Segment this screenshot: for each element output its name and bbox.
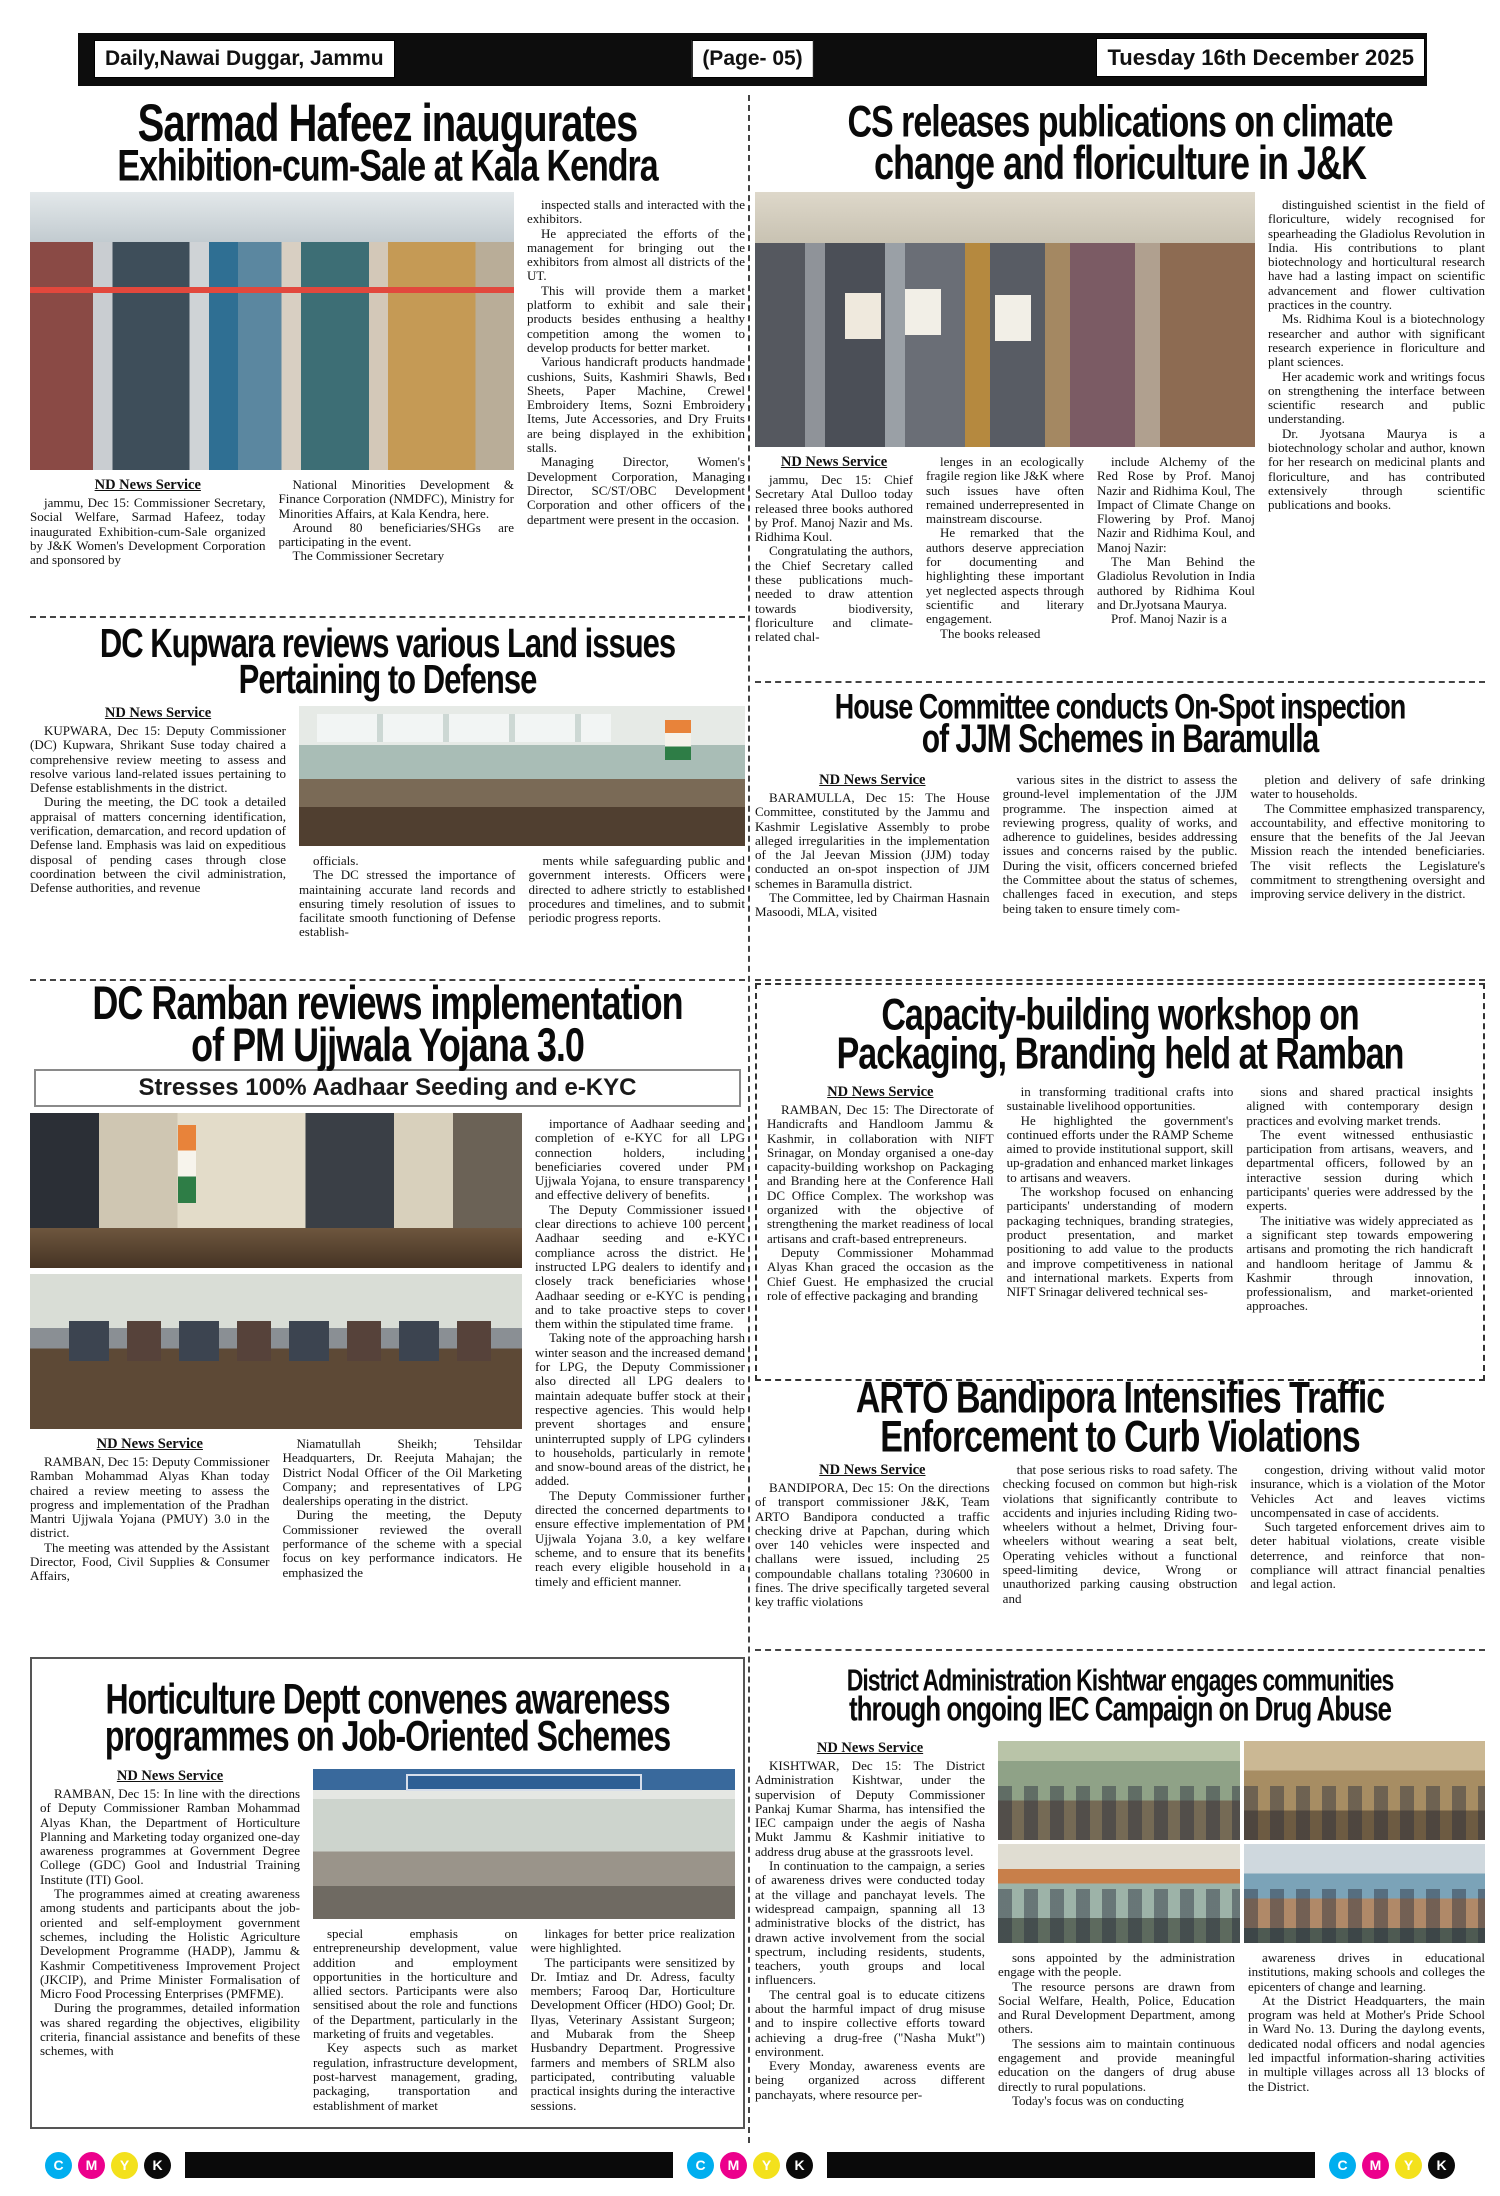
photo-officials-meeting-table <box>30 1274 522 1429</box>
paragraph: Her academic work and writings focus on strengthening the interface between scientific research and public understanding. <box>1268 368 1485 427</box>
article-sarmad-hafeez-exhibition <box>30 95 745 618</box>
article-column <box>1246 1085 1473 1314</box>
article-kishtwar-iec-campaign <box>755 1651 1485 2129</box>
paragraph: RAMBAN, Dec 15: In line with the directions of Deputy Commissioner Ramban Mohammad Alyas Khan, the Department of Horticulture Planning and Marketing today organized one-day awareness programmes at Government Degree College (GDC) Gool and Industrial Training Institute (ITI) Gool. <box>40 1785 300 1887</box>
column-divider <box>748 95 750 2143</box>
paragraph: pletion and delivery of safe drinking water to households. <box>1250 773 1485 802</box>
paragraph: Congratulating the authors, the Chief Secretary called these publications much-needed to draw attention towards biodiversity, floriculture and climate-related chal- <box>755 543 913 645</box>
article-headline <box>30 618 745 706</box>
headline-line-1: CS releases publications on climate <box>847 96 1393 147</box>
paragraph: The books released <box>940 625 1041 641</box>
article-column <box>279 478 515 567</box>
paragraph: The Committee, led by Chairman Hasnain Masoodi, MLA, visited <box>755 890 990 920</box>
paragraph: Every Monday, awareness events are being organized across different panchayats, where resource per- <box>755 2058 985 2102</box>
photo-awareness-camp-classroom <box>313 1769 735 1919</box>
cyan-registration-mark: C <box>687 2152 714 2179</box>
paragraph: Today's focus was on conducting <box>1012 2092 1184 2108</box>
byline: ND News Service <box>819 1463 926 1478</box>
paragraph: BARAMULLA, Dec 15: The House Committee, constituted by the Jammu and Kashmir Legislative Assembly to probe alleged irregularities in the implementation of the Jal Jeevan Mission (JJM) today conducted an on-spot inspection of JJM schemes in Baramulla district. <box>755 789 990 891</box>
headline-line-2: Pertaining to Defense <box>238 656 537 703</box>
paragraph: Ms. Ridhima Koul is a biotechnology researcher and author with significant research experience in floriculture and plant sciences. <box>1268 311 1485 370</box>
photo-awareness-drive-village <box>998 1741 1240 1840</box>
paragraph: The Committee emphasized transparency, accountability, and effective monitoring to ensure that the benefits of the Jal Jeevan Mission reach the intended beneficiaries. The visit reflects the Legislature's commitment to strengthening oversight and improving service delivery in the district. <box>1250 800 1485 902</box>
photo-awareness-drive-street <box>1244 1741 1486 1840</box>
photo-review-meeting <box>299 706 745 846</box>
article-column <box>1250 773 1485 920</box>
date-label: Tuesday 16th December 2025 <box>1096 38 1425 77</box>
article-column <box>531 1927 736 2113</box>
paragraph: This will provide them a market platform to exhibit and sale their products besides enthusing a healthy competition among the women to develop products for better market. <box>527 282 745 355</box>
headline-line-1: DC Kupwara reviews various Land issues <box>99 620 676 667</box>
article-headline <box>30 95 745 192</box>
paragraph: The resource persons are drawn from Social Welfare, Health, Police, Education and Rural Development Department, among others. <box>998 1978 1235 2037</box>
article-dc-ramban-ujjwala-yojana <box>30 981 745 1651</box>
paragraph: During the meeting, the DC took a detailed appraisal of matters concerning identification, verification, demarcation, and record updation of Defense land. Emphasis was laid on expeditious disposal of pending cases through close coordination between the civil administration, Defense authorities, and revenue <box>30 794 286 896</box>
paragraph: various sites in the district to assess the ground-level implementation of the JJM programme. The inspection aimed at reviewing progress, quality of works, and adherence to guidelines, besides addressing issues and concerns raised by the public. During the visit, officers concerned briefed the Committee about the status of schemes, challenges faced in execution, and steps being taken to ensure timely com- <box>1002 773 1238 916</box>
paragraph: ments while safeguarding public and government interests. Officers were directed to adhere strictly to established procedures and timelines, and to submit periodic progress reports. <box>528 854 745 926</box>
headline-line-2: of JJM Schemes in Baramulla <box>921 717 1319 761</box>
paragraph: Around 80 beneficiaries/SHGs are participating in the event. <box>278 519 514 550</box>
paragraph: sons appointed by the administration engage with the people. <box>998 1951 1235 1980</box>
paragraph: inspected stalls and interacted with the exhibitors. <box>527 198 745 227</box>
paragraph: The Commissioner Secretary <box>292 548 445 564</box>
article-headline <box>755 683 1485 765</box>
print-registration-footer <box>45 2148 1455 2182</box>
magenta-registration-mark: M <box>78 2152 105 2179</box>
article-column <box>767 1085 994 1314</box>
article-headline <box>30 981 745 1072</box>
paragraph: linkages for better price realization were highlighted. <box>530 1927 735 1956</box>
byline: ND News Service <box>96 1437 203 1452</box>
black-registration-mark: K <box>1428 2152 1455 2179</box>
article-column <box>529 854 746 940</box>
paragraph: KISHTWAR, Dec 15: The District Administration Kishtwar, under the supervision of Deputy Commissioner Pankaj Kumar Sharma, has intensified the IEC campaign under the aegis of Nasha Mukt Jammu & Kashmir initiative to address drug abuse at the grassroots level. <box>755 1757 985 1859</box>
headline-line-1: District Administration Kishtwar engages communities <box>846 1662 1394 1697</box>
paragraph: RAMBAN, Dec 15: Deputy Commissioner Ramban Mohammad Alyas Khan today chaired a review meeting to assess the progress and implementation of the Pradhan Mantri Ujjwala Yojana (PMUY) 3.0 in the district. <box>30 1453 270 1541</box>
paragraph: The workshop focused on enhancing participants' understanding of modern packaging techniques, branding strategies, product presentation, and market positioning to add value to the products and improve competitiveness in national and international markets. Experts from NIFT Srinagar delivered technical ses- <box>1006 1184 1234 1300</box>
article-subhead: Stresses 100% Aadhaar Seeding and e-KYC <box>34 1069 741 1107</box>
registration-bar <box>827 2152 1315 2178</box>
masthead-title: Daily,Nawai Duggar, Jammu <box>94 40 395 78</box>
article-arto-bandipora-traffic <box>755 1381 1485 1651</box>
article-headline <box>755 1381 1485 1462</box>
headline-line-1: House Committee conducts On-Spot inspection <box>834 686 1406 727</box>
paragraph: The event witnessed enthusiastic participation from artisans, weavers, and departmental officers, followed by an interactive session during which participants' queries were addressed by the experts. <box>1246 1126 1474 1214</box>
photo-book-release-group <box>755 192 1255 447</box>
article-column <box>755 1463 990 1610</box>
paragraph: Deputy Commissioner Mohammad Alyas Khan graced the occasion as the Chief Guest. He emphasized the crucial role of effective packaging and branding <box>767 1244 994 1303</box>
headline-line-2: Enforcement to Curb Violations <box>880 1411 1360 1462</box>
paragraph: Prof. Manoj Nazir is a <box>1111 611 1227 627</box>
article-headline <box>755 1651 1485 1741</box>
paragraph: The Man Behind the Gladiolus Revolution in India authored by Ridhima Koul and Dr.Jyotsana Maurya. <box>1097 554 1255 612</box>
paragraph: The DC stressed the importance of maintaining accurate land records and ensuring timely resolution of issues to facilitate smooth functioning of Defense establish- <box>299 867 516 940</box>
paragraph: The central goal is to educate citizens about the harmful impact of drug misuse and to inspire collective efforts toward achieving a drug-free ("Nasha Mukt") environment. <box>755 1986 985 2059</box>
photo-awareness-drive-camp <box>1244 1844 1486 1943</box>
cyan-registration-mark: C <box>1329 2152 1356 2179</box>
article-headline <box>767 989 1473 1079</box>
article-column <box>527 198 745 567</box>
article-column <box>998 1951 1235 2108</box>
article-horticulture-awareness <box>30 1657 745 2129</box>
photo-dc-office-meeting <box>30 1113 522 1268</box>
article-column <box>755 455 913 645</box>
paragraph: Various handicraft products handmade cushions, Suits, Kashmiri Shawls, Bed Sheets, Paper Machine, Crewel Embroidery Items, Sozni Embroidery Items, Jute Accessories, and Dry Fruits are being displayed in the exhibition stalls. <box>527 354 745 456</box>
photo-collage-drug-awareness-drives <box>998 1741 1485 1943</box>
article-headline <box>40 1667 735 1769</box>
paragraph: KUPWARA, Dec 15: Deputy Commissioner (DC) Kupwara, Shrikant Suse today chaired a comprehensive review meeting to assess and resolve various land-related issues pertaining to Defense establishments in the district. <box>30 722 286 796</box>
article-column <box>1003 1463 1238 1610</box>
article-column <box>1250 1463 1485 1610</box>
headline-line-2: Exhibition-cum-Sale at Kala Kendra <box>117 140 658 191</box>
paragraph: include Alchemy of the Red Rose by Prof. Manoj Nazir and Ridhima Koul, The Impact of Climate Change on Flowering by Prof. Manoj Nazir and Ridhima Koul, and Manoj Nazir: <box>1097 455 1255 555</box>
photo-ribbon-cutting-ceremony <box>30 192 514 470</box>
paragraph: He remarked that the authors deserve appreciation for documenting and highlighting these important yet neglected aspects through scientific and literary engagement. <box>926 525 1084 627</box>
paragraph: officials. <box>313 854 359 868</box>
byline: ND News Service <box>780 455 888 470</box>
paragraph: Such targeted enforcement drives aim to deter habitual violations, create visible deterrence, and reinforce that non-compliance will attract financial penalties and legal action. <box>1250 1519 1485 1592</box>
byline: ND News Service <box>816 1741 924 1756</box>
article-column <box>535 1117 745 1589</box>
paragraph: in transforming traditional crafts into sustainable livelihood opportunities. <box>1006 1085 1234 1114</box>
paragraph: RAMBAN, Dec 15: The Directorate of Handicrafts and Handloom Jammu & Kashmir, in collaboration with NIFT Srinagar, on Monday organised a one-day capacity-building workshop on Packaging and Branding here at the Conference Hall DC Office Complex. The workshop was organized with the objective of strengthening the market readiness of local artisans and craft-based entrepreneurs. <box>767 1101 994 1246</box>
left-page-column <box>30 95 745 2129</box>
paragraph: jammu, Dec 15: Chief Secretary Atal Dulloo today released three books authored by Prof. Manoj Nazir and Ms. Ridhima Koul. <box>755 471 913 545</box>
paragraph: During the programmes, detailed information was shared regarding the objectives, eligibility criteria, financial assistance and benefits of these schemes, with <box>40 2000 300 2059</box>
article-column <box>755 1741 985 2108</box>
headline-line-1: DC Ramban reviews implementation <box>92 981 683 1030</box>
page-number-label: (Page- 05) <box>691 40 813 78</box>
article-dc-kupwara-land-issues <box>30 618 745 981</box>
headline-line-1: Sarmad Hafeez inaugurates <box>137 95 638 153</box>
yellow-registration-mark: Y <box>111 2152 138 2179</box>
paragraph: The sessions aim to maintain continuous engagement and provide meaningful education on the dangers of drug abuse directly to rural populations. <box>998 2035 1235 2094</box>
article-column <box>1097 455 1255 645</box>
black-registration-mark: K <box>786 2152 813 2179</box>
paragraph: importance of Aadhaar seeding and completion of e-KYC for all LPG connection holders, including beneficiaries covered under PM Ujjwala Yojana, to ensure transparency and effective delivery of benefits. <box>535 1117 745 1203</box>
paragraph: awareness drives in educational institutions, making schools and colleges the epicenters of change and learning. <box>1248 1951 1485 1994</box>
paragraph: At the District Headquarters, the main program was held at Mother's Pride School in Ward No. 13. During the daylong events, dedicated nodal officers and nodal agencies led impactful information-sharing activities in multiple villages across all 13 blocks of the District. <box>1248 1992 1485 2094</box>
paragraph: congestion, driving without valid motor insurance, which is a violation of the Motor Vehicles Act and leaves victims uncompensated in case of accidents. <box>1250 1463 1485 1520</box>
article-column <box>926 455 1084 645</box>
article-column <box>40 1769 300 2113</box>
black-registration-mark: K <box>144 2152 171 2179</box>
headline-line-2: programmes on Job-Oriented Schemes <box>104 1712 671 1760</box>
paragraph: sions and shared practical insights aligned with contemporary design practices and evolving market trends. <box>1246 1085 1474 1128</box>
cyan-registration-mark: C <box>45 2152 72 2179</box>
headline-line-1: ARTO Bandipora Intensifies Traffic <box>855 1381 1385 1423</box>
headline-line-2: Packaging, Branding held at Ramban <box>836 1028 1404 1079</box>
article-headline <box>755 95 1485 192</box>
paragraph: The initiative was widely appreciated as a significant step towards empowering artisans and promoting the rich handicraft and handloom heritage of Jammu & Kashmir through innovation, professionalism, and market-oriented approaches. <box>1246 1212 1474 1314</box>
paragraph: In continuation to the campaign, a series of awareness drives were conducted today at the village and panchayat levels. The widespread campaign, spanning all 13 administrative blocks of the district, has drawn active involvement from the social spectrum, including residents, students, teachers, youth groups and local influencers. <box>755 1858 985 1988</box>
paragraph: The Deputy Commissioner further directed the concerned departments to ensure effective implementation of PM Ujjwala Yojana 3.0, a key welfare scheme, and to ensure that its benefits reach every eligible household in a timely and efficient manner. <box>535 1487 745 1589</box>
paragraph: The Deputy Commissioner issued clear directions to achieve 100 percent Aadhaar seeding and e-KYC compliance across the district. He instructed LPG dealers to identify and closely track beneficiaries whose Aadhaar seeding or e-KYC is pending and to take proactive steps to cover them within the stipulated time frame. <box>535 1201 745 1332</box>
photo-awareness-drive-school <box>998 1844 1240 1943</box>
article-column <box>299 854 516 940</box>
byline: ND News Service <box>94 478 201 493</box>
yellow-registration-mark: Y <box>753 2152 780 2179</box>
paragraph: that pose serious risks to road safety. The checking focused on common but high-risk violations that significantly contribute to accidents and injuries including Riding two-wheelers without a helmet, Driving four-wheelers without wearing a seat belt, Operating vehicles without a functional speed-limiting device, Wrong or unauthorized parking causing obstruction and <box>1002 1463 1238 1606</box>
headline-line-2: through ongoing IEC Campaign on Drug Abuse <box>849 1689 1391 1729</box>
paragraph: lenges in an ecologically fragile region like J&K where such issues have often remained underrepresented in mainstream discourse. <box>926 455 1084 527</box>
paragraph: The programmes aimed at creating awareness among students and participants about the job-oriented and self-employment government schemes, including the Holistic Agriculture Development Programme (HADP), Jammu & Kashmir Competitiveness Improvement Project (JKCIP), and Prime Minister Formalisation of Micro Food Processing Enterprises (PMFME). <box>40 1886 300 2002</box>
paragraph: The participants were sensitized by Dr. Imtiaz and Dr. Adress, faculty members; Farooq Dar, Horticulture Development Officer (HDO) Gool; Dr. Ilyas, Veterinary Assistant Surgeon; and Mubarak from the Sheep Husbandry Department. Progressive farmers and members of SRLM also participated, contributing valuable practical insights during the interactive sessions. <box>530 1954 735 2113</box>
byline: ND News Service <box>104 706 212 721</box>
paragraph: National Minorities Development & Finance Corporation (NMDFC), Ministry for Minorities Affairs, at Kala Kendra, here. <box>278 478 514 521</box>
article-column <box>30 706 286 940</box>
headline-line-1: Capacity-building workshop on <box>881 989 1359 1040</box>
headline-line-1: Horticulture Deptt convenes awareness <box>105 1675 670 1723</box>
article-column <box>1268 198 1485 645</box>
article-column <box>1248 1951 1485 2108</box>
article-cs-releases-publications <box>755 95 1485 683</box>
paragraph: He highlighted the government's continued efforts under the RAMP Scheme aimed to provide institutional support, skill up-gradation and enhanced market linkages to artisans and weavers. <box>1006 1112 1234 1185</box>
paragraph: Dr. Jyotsana Maurya is a biotechnology scholar and author, known for her research on medicinal plants and floriculture, and has contributed extensively through scientific publications and books. <box>1268 425 1485 513</box>
article-column <box>30 1437 270 1584</box>
byline: ND News Service <box>819 773 926 788</box>
paragraph: Managing Director, Women's Development Corporation, Managing Director, SC/ST/OBC Development Corporation and other officers of the department were present in the occasion. <box>527 454 745 527</box>
paragraph: BANDIPORA, Dec 15: On the directions of transport commissioner J&K, Team ARTO Bandipora conducted a traffic checking drive at Papchan, during which over 140 vehicles were inspected and challans were issued, including 25 compoundable challans totaling ?30600 in fines. The drive specifically targeted several key traffic violations <box>755 1479 990 1610</box>
byline: ND News Service <box>827 1085 934 1100</box>
magenta-registration-mark: M <box>1362 2152 1389 2179</box>
article-column <box>755 773 990 920</box>
article-column <box>1003 773 1238 920</box>
article-column <box>283 1437 523 1584</box>
article-column <box>313 1927 518 2113</box>
paragraph: special emphasis on entrepreneurship development, value addition and employment opportunities in the horticulture and allied sectors. Participants were also sensitised about the role and functions of the Department, particularly in the marketing of fruits and vegetables. <box>313 1927 518 2042</box>
paragraph: Taking note of the approaching harsh winter season and the increased demand for LPG, the Deputy Commissioner also directed all LPG dealers to maintain adequate buffer stock at their respective agencies. This would help prevent shortages and ensure uninterrupted supply of LPG cylinders to households, particularly in remote and snow-bound areas of the district, he added. <box>535 1330 745 1489</box>
byline: ND News Service <box>116 1769 224 1784</box>
headline-line-2: change and floriculture in J&K <box>873 135 1367 190</box>
article-house-committee-jjm <box>755 683 1485 981</box>
article-capacity-building-workshop <box>755 983 1485 1381</box>
paragraph: jammu, Dec 15: Commissioner Secretary, Social Welfare, Sarmad Hafeez, today inaugurated Exhibition-cum-Sale organized by J&K Women's Development Corporation and sponsored by <box>30 494 266 568</box>
paragraph: During the meeting, the Deputy Commissioner reviewed the overall performance of the scheme with a special focus on key performance indicators. He emphasized the <box>282 1507 522 1580</box>
paragraph: He appreciated the efforts of the management for bringing out the exhibitors from almost all districts of the UT. <box>527 225 745 284</box>
paragraph: distinguished scientist in the field of floriculture, widely recognised for spearheading the Gladiolus Revolution in India. His contributions to plant biotechnology and horticultural research have had a lasting impact on scientific advancement and flower cultivation practices in the country. <box>1268 198 1485 313</box>
paragraph: Niamatullah Sheikh; Tehsildar Headquarters, Dr. Reejuta Mahajan; the District Nodal Officer of the Oil Marketing Company; and representatives of LPG dealerships operating in the district. <box>282 1437 522 1509</box>
magenta-registration-mark: M <box>720 2152 747 2179</box>
article-column <box>1007 1085 1234 1314</box>
headline-line-2: of PM Ujjwala Yojana 3.0 <box>191 1017 584 1072</box>
registration-bar <box>185 2152 673 2178</box>
masthead-bar <box>78 33 1427 86</box>
yellow-registration-mark: Y <box>1395 2152 1422 2179</box>
paragraph: The meeting was attended by the Assistant Director, Food, Civil Supplies & Consumer Affairs, <box>30 1539 270 1584</box>
right-page-column <box>755 95 1485 2129</box>
paragraph: Key aspects such as market regulation, infrastructure development, post-harvest management, grading, packaging, transportation and establishment of market <box>313 2040 518 2113</box>
article-column <box>30 478 266 567</box>
